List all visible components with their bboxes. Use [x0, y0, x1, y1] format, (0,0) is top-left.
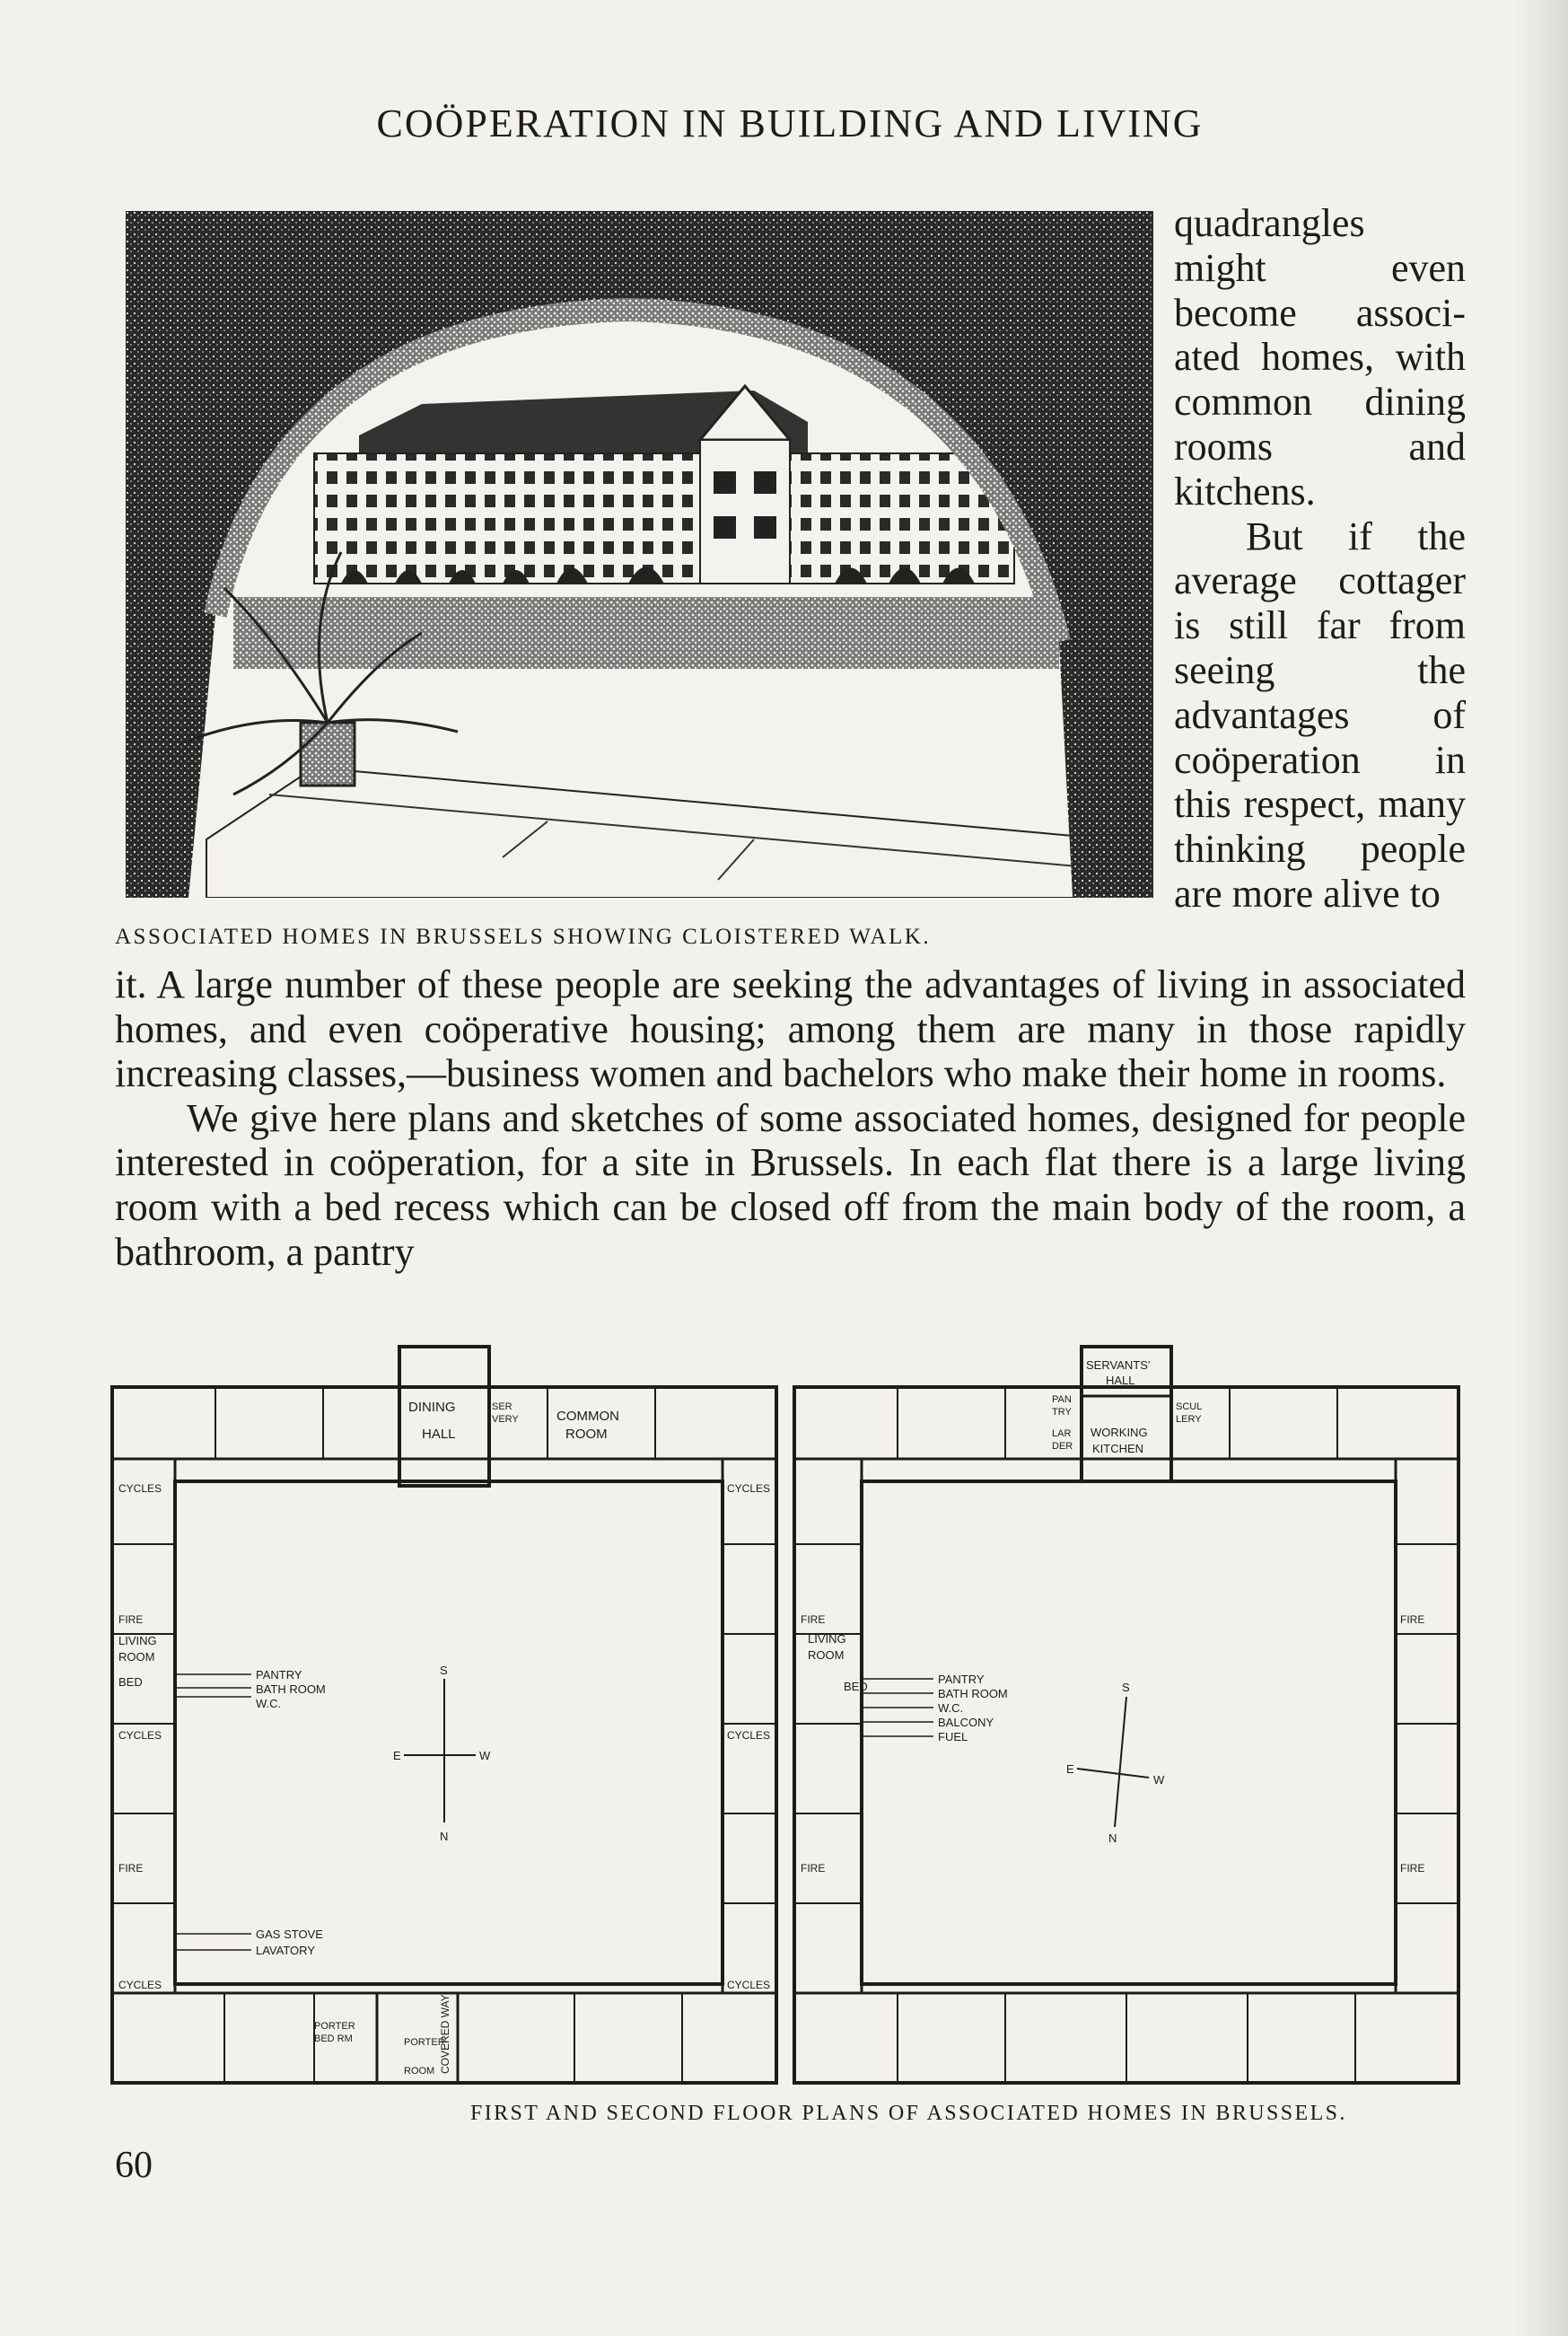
- compass-w-left: W: [479, 1749, 491, 1762]
- balcony-label: BALCONY: [938, 1716, 994, 1729]
- cycles-label-3: CYCLES: [118, 1979, 162, 1991]
- dining-hall-label-2: HALL: [422, 1427, 456, 1442]
- covered-way-label: COVERED WAY: [439, 1994, 451, 2074]
- living-room-label-left-2: ROOM: [118, 1650, 155, 1664]
- page-number: 60: [115, 2145, 153, 2186]
- courtyard-illustration: [126, 211, 1153, 898]
- compass-s-left: S: [440, 1664, 448, 1677]
- compass-w-right: W: [1153, 1773, 1165, 1787]
- living-room-label-right-2: ROOM: [808, 1648, 845, 1662]
- cycles-label-4: CYCLES: [727, 1482, 771, 1495]
- fuel-label: FUEL: [938, 1730, 968, 1743]
- fire-label-6: FIRE: [1400, 1862, 1425, 1875]
- side-paragraph-1: quadrangles might even become associated homes, with common dining rooms and kitchens.: [1174, 201, 1466, 514]
- bed-label-left: BED: [118, 1675, 143, 1689]
- fire-label-5: FIRE: [1400, 1613, 1425, 1626]
- servants-hall-label-2: HALL: [1106, 1374, 1135, 1387]
- building-facade: [314, 453, 1014, 584]
- pan-try-label: PAN: [1052, 1394, 1072, 1405]
- dining-hall-label: DINING: [408, 1400, 456, 1415]
- second-floor-plan: [794, 1347, 1459, 2083]
- wc-label-right: W.C.: [938, 1701, 964, 1715]
- body-paragraph-1: it. A large number of these people are seeking the advantages of living in associated homes, and even coöperative housing; among them are many in those rapidly increasing classes,—business women and bachelors who make their home in rooms.: [115, 962, 1466, 1096]
- running-head: COÖPERATION IN BUILDING AND LIVING: [376, 101, 1204, 145]
- lar-der-label-2: DER: [1052, 1441, 1073, 1452]
- pantry-label-left: PANTRY: [256, 1668, 302, 1682]
- working-kitchen-label-2: KITCHEN: [1092, 1442, 1144, 1455]
- side-paragraph-2: But if the average cottager is still far from seeing the advantages of coöperation in this respect, many thinking people are more alive to: [1174, 514, 1466, 916]
- common-room-label-2: ROOM: [565, 1427, 608, 1442]
- lar-der-label: LAR: [1052, 1428, 1072, 1439]
- fire-label-3: FIRE: [801, 1613, 826, 1626]
- compass-right: [1077, 1697, 1149, 1827]
- common-room-label: COMMON: [556, 1409, 619, 1424]
- body-paragraph-2: We give here plans and sketches of some associated homes, designed for people interested in coöperation, for a site in Brussels. In each flat there is a large living room with a bed recess which can be closed off from the main body of the room, a bathroom, a pantry: [115, 1095, 1466, 1274]
- body-text: [115, 962, 1466, 1274]
- porter-bed-rm-label: PORTER: [314, 2021, 355, 2032]
- scul-lery-label-2: LERY: [1176, 1414, 1202, 1425]
- porter-room-label: PORTER: [404, 2037, 445, 2048]
- page-gutter-shade: [1514, 0, 1568, 2336]
- wc-label-left: W.C.: [256, 1697, 282, 1710]
- porter-bed-rm-label-2: BED RM: [314, 2033, 353, 2044]
- cycles-label-5: CYCLES: [727, 1729, 771, 1742]
- servants-hall-label: SERVANTS': [1086, 1358, 1151, 1372]
- scul-lery-label: SCUL: [1176, 1401, 1203, 1412]
- compass-s-right: S: [1122, 1681, 1130, 1694]
- illustration-caption: ASSOCIATED HOMES IN BRUSSELS SHOWING CLOISTERED WALK.: [115, 925, 932, 949]
- dining-hall-block: [399, 1347, 489, 1486]
- side-column-text: [1174, 201, 1466, 917]
- living-room-label-right: LIVING: [808, 1632, 846, 1646]
- cycles-label-2: CYCLES: [118, 1729, 162, 1742]
- working-kitchen-label: WORKING: [1091, 1426, 1148, 1439]
- lavatory-label: LAVATORY: [256, 1944, 315, 1957]
- fire-label-4: FIRE: [801, 1862, 826, 1875]
- gas-stove-label: GAS STOVE: [256, 1928, 323, 1941]
- lawn: [233, 597, 1059, 669]
- fire-label-1: FIRE: [118, 1613, 144, 1626]
- compass-left: [404, 1679, 476, 1822]
- compass-e-right: E: [1066, 1762, 1074, 1776]
- ser-very-label-2: VERY: [492, 1414, 519, 1425]
- porter-room-label-2: ROOM: [404, 2066, 435, 2077]
- bathroom-label-right: BATH ROOM: [938, 1687, 1008, 1700]
- plans-caption: FIRST AND SECOND FLOOR PLANS OF ASSOCIATED HOMES IN BRUSSELS.: [470, 2102, 1347, 2125]
- living-room-label-left: LIVING: [118, 1634, 157, 1647]
- cycles-label-6: CYCLES: [727, 1979, 771, 1991]
- floor-plans: [108, 1338, 1467, 2092]
- compass-n-left: N: [440, 1830, 449, 1843]
- compass-e-left: E: [393, 1749, 401, 1762]
- compass-n-right: N: [1108, 1831, 1117, 1845]
- fire-label-2: FIRE: [118, 1862, 144, 1875]
- pan-try-label-2: TRY: [1052, 1407, 1072, 1418]
- bed-label-right: BED: [844, 1680, 868, 1693]
- bathroom-label-left: BATH ROOM: [256, 1682, 326, 1696]
- pantry-label-right: PANTRY: [938, 1673, 985, 1686]
- ser-very-label: SER: [492, 1401, 512, 1412]
- cycles-label-1: CYCLES: [118, 1482, 162, 1495]
